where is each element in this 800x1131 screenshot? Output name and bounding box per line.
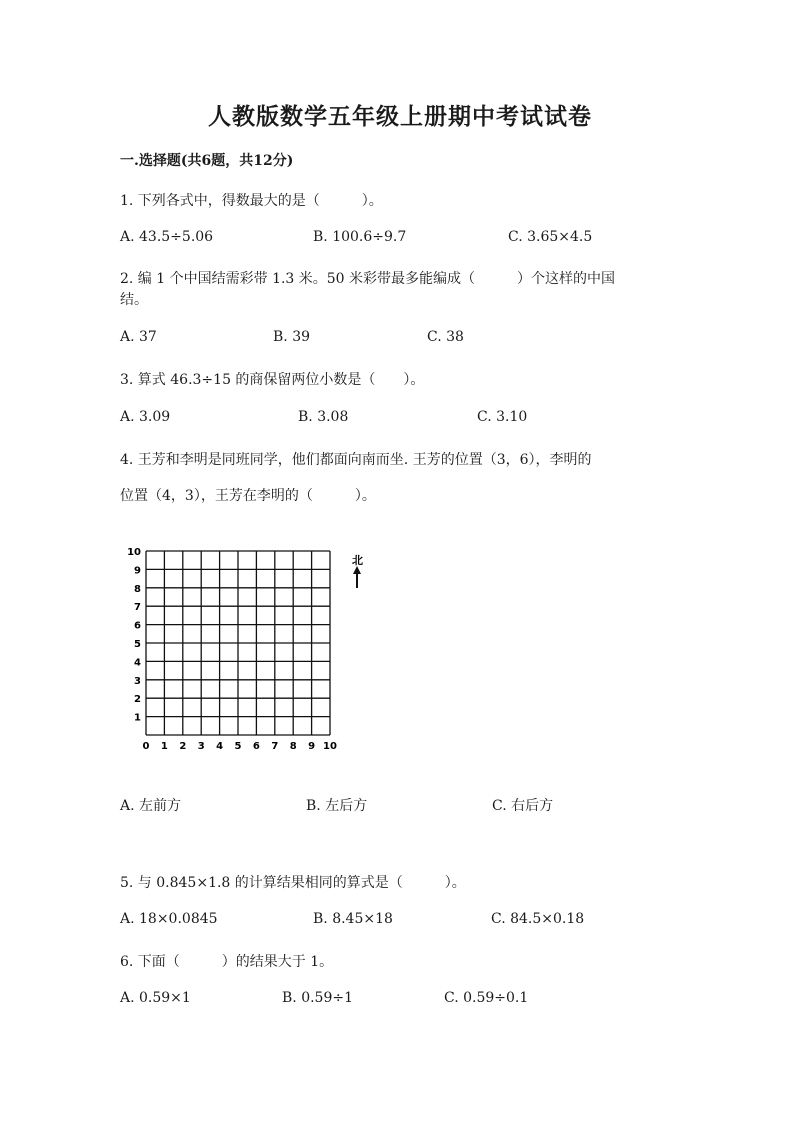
question-3-option-a[interactable]: A. 3.09 bbox=[120, 409, 171, 425]
question-4-stem-line2: 位置（4，3），王芳在李明的（ ）。 bbox=[120, 488, 376, 504]
grid-y-tick-label: 7 bbox=[134, 602, 141, 614]
question-5-option-c[interactable]: C. 84.5×0.18 bbox=[491, 911, 585, 927]
question-2-stem-line2: 结。 bbox=[120, 292, 148, 308]
question-1-option-b[interactable]: B. 100.6÷9.7 bbox=[313, 229, 407, 245]
grid-y-tick-label: 4 bbox=[134, 657, 141, 669]
grid-x-tick-label: 0 bbox=[142, 741, 150, 752]
grid-x-tick-label: 7 bbox=[271, 741, 279, 752]
grid-x-tick-label: 6 bbox=[252, 741, 260, 752]
page-title: 人教版数学五年级上册期中考试试卷 bbox=[208, 103, 592, 130]
question-4-option-c[interactable]: C. 右后方 bbox=[492, 798, 554, 814]
question-3-stem: 3. 算式 46.3÷15 的商保留两位小数是（ ）。 bbox=[120, 372, 425, 388]
grid-y-tick-label: 10 bbox=[127, 547, 141, 558]
grid-y-tick-label: 9 bbox=[134, 565, 141, 577]
grid-x-tick-label: 8 bbox=[289, 741, 297, 752]
grid-x-tick-label: 9 bbox=[308, 741, 316, 752]
grid-x-tick-label: 1 bbox=[160, 741, 168, 752]
grid-x-tick-label: 2 bbox=[179, 741, 187, 752]
question-5-option-a[interactable]: A. 18×0.0845 bbox=[120, 911, 218, 927]
question-4-option-b[interactable]: B. 左后方 bbox=[306, 798, 368, 814]
question-2-option-c[interactable]: C. 38 bbox=[427, 329, 464, 345]
grid-x-tick-label: 4 bbox=[216, 741, 224, 752]
grid-x-tick-label: 5 bbox=[234, 741, 242, 752]
question-4-option-a[interactable]: A. 左前方 bbox=[120, 798, 182, 814]
grid-y-tick-label: 3 bbox=[134, 675, 141, 687]
question-3-option-b[interactable]: B. 3.08 bbox=[298, 409, 349, 425]
grid-y-tick-label: 2 bbox=[134, 694, 141, 706]
question-1-option-c[interactable]: C. 3.65×4.5 bbox=[508, 229, 593, 245]
grid-y-tick-label: 6 bbox=[134, 620, 141, 632]
question-1-option-a[interactable]: A. 43.5÷5.06 bbox=[120, 229, 214, 245]
question-5-option-b[interactable]: B. 8.45×18 bbox=[313, 911, 393, 927]
question-6-stem: 6. 下面（ ）的结果大于 1。 bbox=[120, 954, 334, 970]
question-6-option-c[interactable]: C. 0.59÷0.1 bbox=[444, 990, 529, 1006]
north-arrow-icon bbox=[353, 566, 361, 588]
question-5-stem: 5. 与 0.845×1.8 的计算结果相同的算式是（ ）。 bbox=[120, 875, 466, 891]
question-2-option-a[interactable]: A. 37 bbox=[120, 329, 157, 345]
grid-y-tick-label: 8 bbox=[134, 583, 141, 595]
question-1-stem: 1. 下列各式中，得数最大的是（ ）。 bbox=[120, 193, 383, 209]
grid-x-tick-label: 10 bbox=[323, 741, 337, 752]
question-3-option-c[interactable]: C. 3.10 bbox=[477, 409, 528, 425]
question-6-option-b[interactable]: B. 0.59÷1 bbox=[282, 990, 353, 1006]
question-2-option-b[interactable]: B. 39 bbox=[273, 329, 311, 345]
coordinate-grid bbox=[120, 540, 380, 755]
question-2-stem-line1: 2. 编 1 个中国结需彩带 1.3 米。50 米彩带最多能编成（ ）个这样的中国 bbox=[120, 271, 616, 287]
grid-y-tick-label: 5 bbox=[134, 639, 141, 650]
coordinate-grid-svg bbox=[120, 540, 380, 755]
grid-y-tick-label: 1 bbox=[134, 712, 141, 724]
question-6-option-a[interactable]: A. 0.59×1 bbox=[120, 990, 191, 1006]
section-heading: 一.选择题(共6题，共12分) bbox=[120, 153, 294, 169]
question-4-stem-line1: 4. 王芳和李明是同班同学，他们都面向南而坐. 王芳的位置（3，6），李明的 bbox=[120, 452, 592, 468]
grid-x-tick-label: 3 bbox=[197, 741, 205, 752]
north-label: 北 bbox=[352, 554, 363, 567]
